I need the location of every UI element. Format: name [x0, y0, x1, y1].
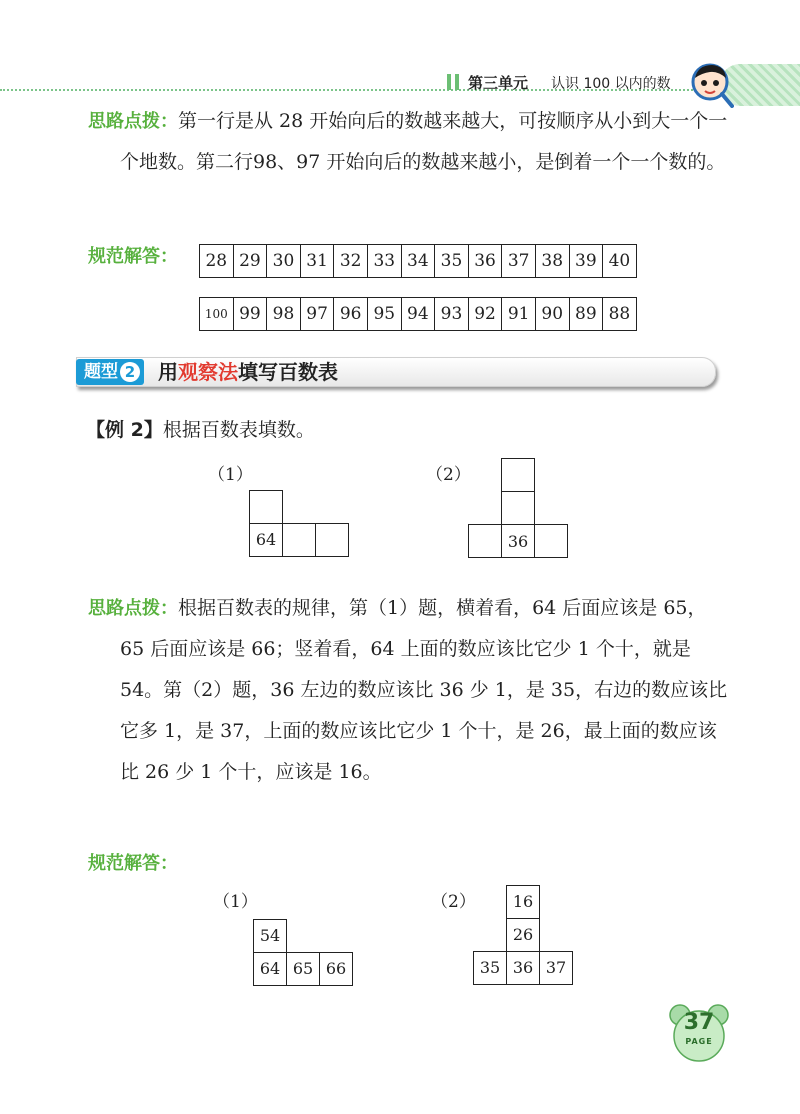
section-number: 2 — [120, 362, 140, 382]
page-number: 37 — [683, 1010, 715, 1035]
answer1-caption: （1） — [213, 892, 258, 912]
number-sequence-descending — [199, 297, 637, 331]
answer-cell: 35 — [473, 951, 507, 985]
sequence-cell: 90 — [535, 298, 569, 331]
sequence-cell: 29 — [233, 245, 267, 278]
sequence-cell: 93 — [435, 298, 469, 331]
sequence-cell: 92 — [468, 298, 502, 331]
grid-cell-blank — [501, 458, 535, 492]
answer-label: 规范解答： — [88, 853, 178, 874]
answer-cell: 66 — [319, 952, 353, 986]
sequence-cell: 32 — [334, 245, 368, 278]
sequence-cell: 88 — [603, 298, 637, 331]
answer-cell: 64 — [253, 952, 287, 986]
sequence-cell: 39 — [569, 245, 603, 278]
header-accent-bar — [447, 74, 451, 90]
sequence-cell: 40 — [603, 245, 637, 278]
section-tag: 题型 2 — [76, 359, 144, 385]
sequence-cell: 38 — [535, 245, 569, 278]
answer-cell: 16 — [506, 885, 540, 919]
answer-label: 规范解答： — [88, 246, 178, 267]
answer2-caption: （2） — [431, 892, 476, 912]
grid-cell-given: 64 — [249, 523, 283, 557]
answer-cell: 37 — [539, 951, 573, 985]
unit-topic: 认识 100 以内的数 — [551, 76, 671, 92]
answer-cell: 26 — [506, 918, 540, 952]
sequence-cell: 98 — [267, 298, 301, 331]
sequence-cell: 95 — [367, 298, 401, 331]
sequence-cell: 36 — [468, 245, 502, 278]
number-sequence-ascending — [199, 244, 637, 278]
sequence-cell: 89 — [569, 298, 603, 331]
header-accent-bar — [455, 74, 459, 90]
sequence-cell: 33 — [367, 245, 401, 278]
hint-label: 思路点拨： — [88, 598, 178, 619]
example1-hint — [88, 101, 728, 183]
answer-cell: 54 — [253, 919, 287, 953]
unit-title: 第三单元 — [468, 74, 529, 92]
grid-cell-blank — [468, 524, 502, 558]
hint-text: 第一行是从 28 开始向后的数越来越大，可按顺序从小到大一个一个地数。第二行98、97 开始向后的数越来越小，是倒着一个一个数的。 — [120, 110, 728, 173]
grid-cell-given: 36 — [501, 524, 535, 558]
section-title: 用观察法填写百数表 — [158, 360, 338, 384]
hint-label: 思路点拨： — [88, 111, 178, 132]
answer-cell: 36 — [506, 951, 540, 985]
sequence-cell: 94 — [401, 298, 435, 331]
sequence-cell: 37 — [502, 245, 536, 278]
question2-caption: （2） — [426, 465, 471, 485]
hint-text: 根据百数表的规律，第（1）题，横着看，64 后面应该是 65，65 后面应该是 66；竖着看，64 上面的数应该比它少 1 个十，就是 54。第（2）题，36 左边的数应该比 36 少 1，是 35，右边的数应该比它多 1，是 37，上面的数应该比它少 1 个十，是 26，最上面的数应该比 26 少 1 个十，应该是 16。 — [120, 597, 728, 783]
question1-caption: （1） — [208, 465, 253, 485]
sequence-cell: 91 — [502, 298, 536, 331]
grid-cell-blank — [315, 523, 349, 557]
sequence-cell: 31 — [300, 245, 334, 278]
sequence-cell: 97 — [300, 298, 334, 331]
sequence-cell: 96 — [334, 298, 368, 331]
section-header — [76, 357, 716, 389]
page-word: PAGE — [685, 1037, 713, 1046]
sequence-cell: 28 — [200, 245, 234, 278]
grid-cell-blank — [501, 491, 535, 525]
grid-cell-blank — [249, 490, 283, 524]
example2-hint — [88, 588, 728, 793]
sequence-cell: 99 — [233, 298, 267, 331]
sequence-cell: 35 — [435, 245, 469, 278]
answer-cell: 65 — [286, 952, 320, 986]
sequence-cell: 100 — [200, 298, 234, 331]
sequence-cell: 30 — [267, 245, 301, 278]
grid-cell-blank — [282, 523, 316, 557]
grid-cell-blank — [534, 524, 568, 558]
example2-prompt: 【例 2】根据百数表填数。 — [86, 419, 315, 441]
sequence-cell: 34 — [401, 245, 435, 278]
